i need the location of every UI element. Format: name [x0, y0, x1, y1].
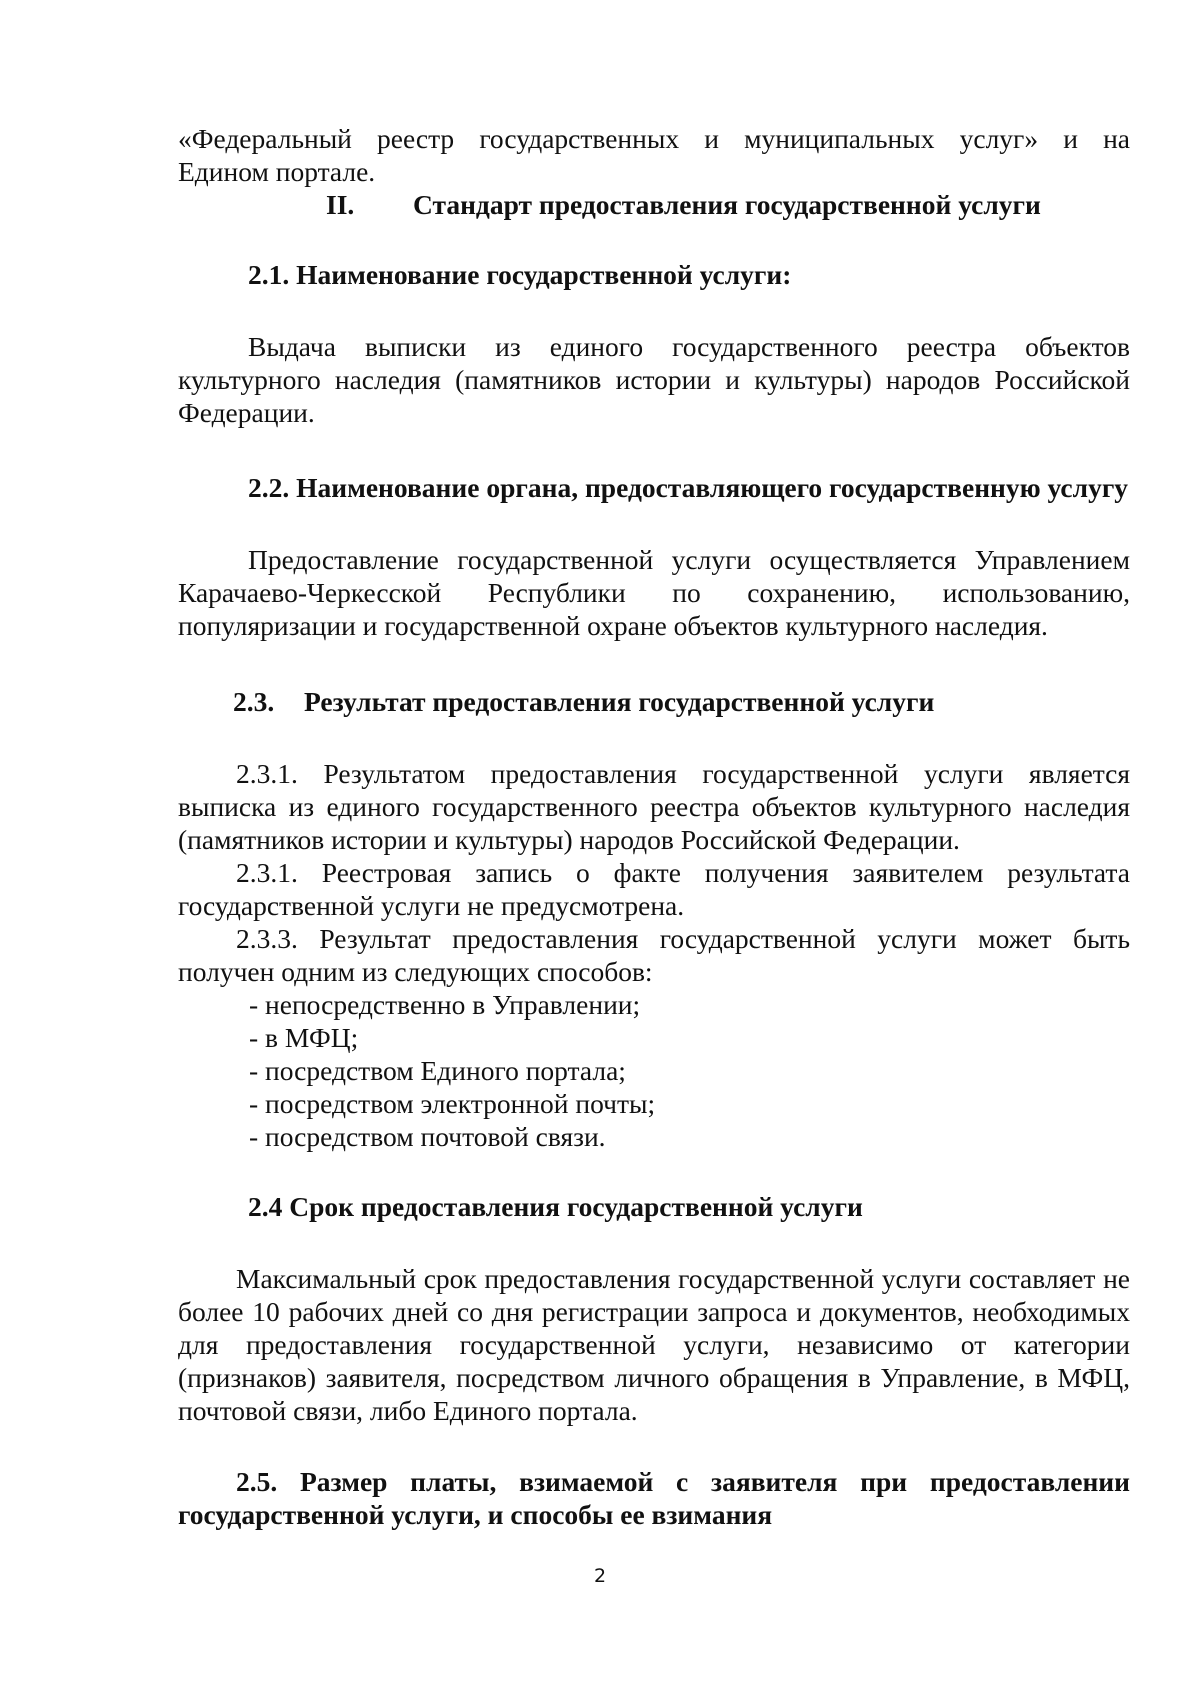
list-item: - непосредственно в Управлении; — [249, 989, 641, 1020]
list-item: - посредством почтовой связи. — [249, 1121, 606, 1152]
paragraph-2-3-3: 2.3.3. Результат предоставления государственной услуги может быть получен одним из следующих способов: — [178, 923, 1130, 987]
heading-2-2: 2.2. Наименование органа, предоставляющего государственную услугу — [248, 472, 1129, 503]
intro-line: Едином портале. — [178, 156, 376, 187]
page-number: 2 — [593, 1565, 607, 1587]
list-item: - в МФЦ; — [249, 1022, 359, 1053]
heading-2-3-number: 2.3. — [233, 686, 275, 717]
page-content — [178, 122, 1130, 1531]
paragraph-2-3-1: 2.3.1. Результатом предоставления государственной услуги является выписка из единого государственного реестра объектов культурного наследия (памятников истории и культуры) народов Российской Федерации. — [178, 758, 1130, 855]
heading-2-4: 2.4 Срок предоставления государственной услуги — [248, 1191, 863, 1222]
heading-2-3 — [178, 685, 1130, 718]
section-heading: Стандарт предоставления государственной услуги — [413, 189, 1041, 220]
list-item: - посредством электронной почты; — [249, 1088, 656, 1119]
paragraph-2-2: Предоставление государственной услуги осуществляется Управлением Карачаево-Черкесской Республики по сохранению, использованию, популяризации и государственной охране объектов культурного наследия. — [178, 544, 1130, 641]
heading-2-1: 2.1. Наименование государственной услуги: — [248, 259, 792, 290]
list-item: - посредством Единого портала; — [249, 1055, 626, 1086]
heading-2-3-title: Результат предоставления государственной услуги — [304, 686, 935, 717]
paragraph-2-3-2: 2.3.1. Реестровая запись о факте получения заявителем результата государственной услуги не предусмотрена. — [178, 857, 1130, 921]
section-title — [326, 188, 1130, 221]
section-number: II. — [326, 189, 355, 220]
paragraph-2-4: Максимальный срок предоставления государственной услуги составляет не более 10 рабочих дней со дня регистрации запроса и документов, необходимых для предоставления государственной услуги, независимо от категории (признаков) заявителя, посредством личного обращения в Управление, в МФЦ, почтовой связи, либо Единого портала. — [178, 1263, 1130, 1426]
heading-2-5: 2.5. Размер платы, взимаемой с заявителя при предоставлении государственной услуги, и способы ее взимания — [178, 1466, 1130, 1530]
paragraph-2-1: Выдача выписки из единого государственного реестра объектов культурного наследия (памятников истории и культуры) народов Российской Федерации. — [178, 331, 1130, 428]
intro-line: «Федеральный реестр государственных и муниципальных услуг» и на — [178, 123, 1130, 154]
